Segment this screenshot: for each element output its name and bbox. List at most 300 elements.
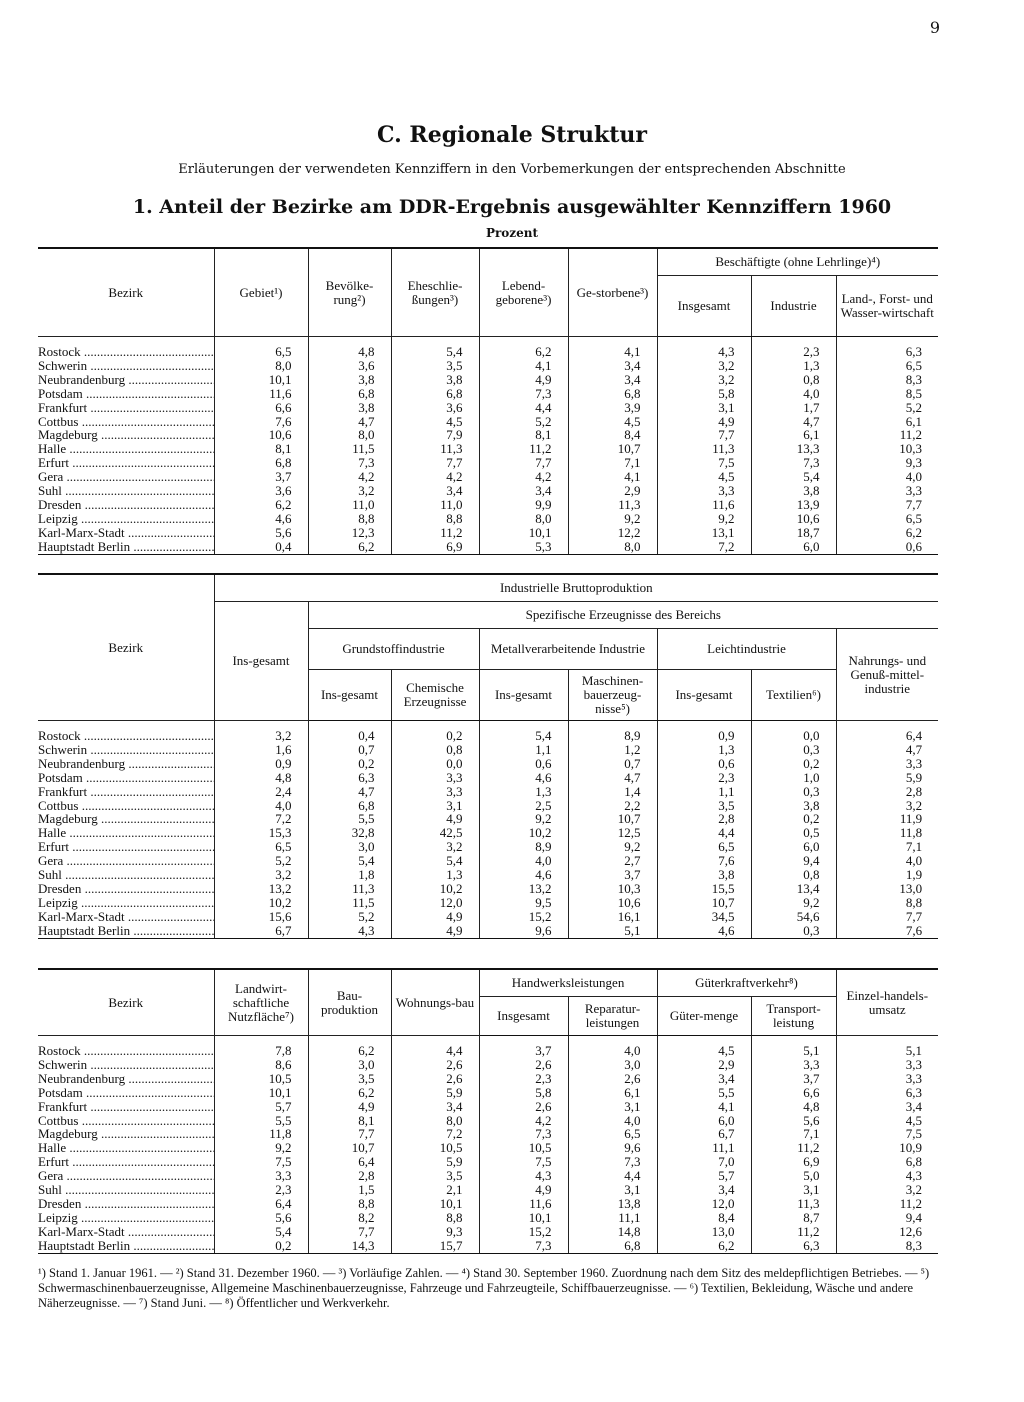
value-cell: 12,0	[657, 1197, 751, 1211]
value-cell: 3,1	[751, 1183, 836, 1197]
bezirk-name	[38, 401, 214, 415]
value-cell: 0,4	[214, 540, 308, 554]
value-cell: 11,2	[836, 428, 938, 442]
value-cell: 2,4	[214, 785, 308, 799]
value-cell: 4,4	[479, 401, 568, 415]
value-cell: 4,9	[391, 910, 479, 924]
bezirk-name	[38, 1100, 214, 1114]
value-cell: 3,2	[836, 799, 938, 813]
value-cell: 5,2	[214, 854, 308, 868]
value-cell: 5,8	[479, 1086, 568, 1100]
header-eheschliessungen: Eheschlie-ßungen³)	[391, 248, 479, 337]
bezirk-name	[38, 1086, 214, 1100]
table-row	[38, 882, 938, 896]
value-cell: 6,8	[308, 799, 391, 813]
value-cell: 1,5	[308, 1183, 391, 1197]
table-row	[38, 359, 938, 373]
bezirk-label: Suhl .....	[38, 1183, 214, 1197]
value-cell: 11,3	[657, 442, 751, 456]
value-cell: 10,5	[391, 1141, 479, 1155]
bezirk-label: Erfurt .....	[38, 840, 214, 854]
value-cell: 5,1	[751, 1036, 836, 1058]
value-cell: 2,9	[568, 484, 657, 498]
value-cell: 10,5	[214, 1072, 308, 1086]
table2-body	[38, 721, 938, 939]
header-landwirtschaftliche-nutzflaeche: Landwirt-schaftliche Nutzfläche⁷)	[214, 969, 308, 1036]
value-cell: 8,0	[308, 428, 391, 442]
value-cell: 8,5	[836, 387, 938, 401]
value-cell: 6,1	[568, 1086, 657, 1100]
value-cell: 8,8	[391, 1211, 479, 1225]
value-cell: 9,3	[391, 1225, 479, 1239]
value-cell: 3,8	[751, 799, 836, 813]
value-cell: 0,2	[751, 812, 836, 826]
value-cell: 9,3	[836, 456, 938, 470]
bezirk-label: Schwerin .....	[38, 743, 214, 757]
table-row	[38, 1183, 938, 1197]
table-row	[38, 484, 938, 498]
value-cell: 11,0	[391, 498, 479, 512]
value-cell: 3,1	[568, 1183, 657, 1197]
bezirk-name	[38, 1197, 214, 1211]
bezirk-name	[38, 337, 214, 359]
value-cell: 3,4	[657, 1072, 751, 1086]
bezirk-label: Gera .....	[38, 470, 214, 484]
header-chemische-erzeugnisse: Chemische Erzeugnisse	[391, 670, 479, 721]
table-row	[38, 799, 938, 813]
value-cell: 5,7	[214, 1100, 308, 1114]
value-cell: 3,2	[391, 840, 479, 854]
value-cell: 3,2	[214, 721, 308, 743]
table-row	[38, 771, 938, 785]
value-cell: 8,0	[479, 512, 568, 526]
value-cell: 5,2	[836, 401, 938, 415]
header-leicht-insgesamt: Ins-gesamt	[657, 670, 751, 721]
table-row	[38, 840, 938, 854]
value-cell: 4,9	[479, 373, 568, 387]
value-cell: 9,2	[479, 812, 568, 826]
value-cell: 3,4	[391, 484, 479, 498]
table-row	[38, 1127, 938, 1141]
value-cell: 1,3	[657, 743, 751, 757]
bezirk-label: Cottbus .....	[38, 799, 214, 813]
value-cell: 3,1	[391, 799, 479, 813]
header-metallverarbeitende-industrie: Metallverarbeitende Industrie	[479, 629, 657, 670]
table-row	[38, 1072, 938, 1086]
header-beschaeftigte: Beschäftigte (ohne Lehrlinge)⁴)	[657, 248, 938, 276]
value-cell: 6,4	[308, 1155, 391, 1169]
value-cell: 6,2	[657, 1239, 751, 1253]
bezirk-label: Neubrandenburg .....	[38, 757, 214, 771]
bezirk-label: Potsdam .....	[38, 771, 214, 785]
value-cell: 4,2	[391, 470, 479, 484]
value-cell: 0,8	[391, 743, 479, 757]
table-row	[38, 1036, 938, 1058]
value-cell: 5,6	[214, 1211, 308, 1225]
value-cell: 1,9	[836, 868, 938, 882]
header-beschaeftigte-insgesamt: Insgesamt	[657, 276, 751, 337]
bezirk-label: Dresden .....	[38, 882, 214, 896]
header-maschinenbauerzeugnisse: Maschinen-bauerzeug-nisse⁵)	[568, 670, 657, 721]
header-grundstoff-insgesamt: Ins-gesamt	[308, 670, 391, 721]
value-cell: 13,3	[751, 442, 836, 456]
value-cell: 2,9	[657, 1058, 751, 1072]
value-cell: 6,0	[657, 1114, 751, 1128]
value-cell: 8,1	[214, 442, 308, 456]
value-cell: 9,6	[479, 924, 568, 938]
value-cell: 10,1	[214, 373, 308, 387]
value-cell: 10,5	[479, 1141, 568, 1155]
bezirk-label: Rostock .....	[38, 728, 214, 743]
bezirk-name	[38, 1239, 214, 1253]
bezirk-label: Dresden .....	[38, 498, 214, 512]
value-cell: 10,3	[836, 442, 938, 456]
table-row	[38, 428, 938, 442]
table-row	[38, 387, 938, 401]
value-cell: 6,9	[751, 1155, 836, 1169]
value-cell: 0,6	[657, 757, 751, 771]
bezirk-label: Frankfurt .....	[38, 1100, 214, 1114]
value-cell: 4,9	[308, 1100, 391, 1114]
bezirk-label: Karl-Marx-Stadt .....	[38, 910, 214, 924]
bezirk-label: Cottbus .....	[38, 1114, 214, 1128]
value-cell: 3,6	[308, 359, 391, 373]
value-cell: 7,7	[391, 456, 479, 470]
value-cell: 7,3	[479, 387, 568, 401]
value-cell: 10,7	[308, 1141, 391, 1155]
header-bauproduktion: Bau-produktion	[308, 969, 391, 1036]
value-cell: 5,5	[657, 1086, 751, 1100]
bezirk-name	[38, 826, 214, 840]
value-cell: 16,1	[568, 910, 657, 924]
bezirk-name	[38, 359, 214, 373]
value-cell: 13,8	[568, 1197, 657, 1211]
value-cell: 6,5	[214, 337, 308, 359]
bezirk-name	[38, 1225, 214, 1239]
value-cell: 2,3	[751, 337, 836, 359]
bezirk-label: Cottbus .....	[38, 415, 214, 429]
bezirk-name	[38, 896, 214, 910]
value-cell: 8,0	[391, 1114, 479, 1128]
value-cell: 3,4	[391, 1100, 479, 1114]
value-cell: 15,2	[479, 910, 568, 924]
value-cell: 3,5	[308, 1072, 391, 1086]
value-cell: 4,1	[657, 1100, 751, 1114]
table-row	[38, 924, 938, 938]
value-cell: 9,2	[568, 512, 657, 526]
value-cell: 11,1	[657, 1141, 751, 1155]
value-cell: 15,6	[214, 910, 308, 924]
value-cell: 3,4	[568, 373, 657, 387]
bezirk-name	[38, 415, 214, 429]
value-cell: 8,3	[836, 1239, 938, 1253]
value-cell: 1,0	[751, 771, 836, 785]
footnotes: ¹) Stand 1. Januar 1961. — ²) Stand 31. Dezember 1960. — ³) Vorläufige Zahlen. — ⁴) Stand 30. September 1960. Zuordnung nach dem Sitz des meldepflichtigen Betriebes. — ⁵) Schwermaschinenbauerzeugnisse, Allgemeine Maschinenbauerzeugnisse, Fahrzeuge und Fahrzeugteile, Schiffbauerzeugnisse. — ⁶) Textilien, Bekleidung, Wäsche und andere Näherzeugnisse. — ⁷) Stand Juni. — ⁸) Öffentlicher und Werkverkehr.	[38, 1266, 930, 1310]
value-cell: 6,2	[308, 540, 391, 554]
value-cell: 1,1	[657, 785, 751, 799]
bezirk-label: Gera .....	[38, 854, 214, 868]
value-cell: 3,8	[751, 484, 836, 498]
value-cell: 2,3	[214, 1183, 308, 1197]
value-cell: 10,7	[568, 812, 657, 826]
page-number: 9	[929, 18, 940, 37]
table-row	[38, 910, 938, 924]
value-cell: 2,2	[568, 799, 657, 813]
value-cell: 4,0	[836, 854, 938, 868]
value-cell: 5,1	[836, 1036, 938, 1058]
bezirk-label: Hauptstadt Berlin .....	[38, 924, 214, 938]
value-cell: 3,8	[391, 373, 479, 387]
bezirk-label: Karl-Marx-Stadt .....	[38, 526, 214, 540]
table-row	[38, 512, 938, 526]
value-cell: 0,2	[308, 757, 391, 771]
table-row	[38, 812, 938, 826]
value-cell: 5,9	[836, 771, 938, 785]
table-row	[38, 1058, 938, 1072]
value-cell: 5,4	[308, 854, 391, 868]
value-cell: 11,5	[308, 896, 391, 910]
value-cell: 6,3	[836, 1086, 938, 1100]
value-cell: 5,6	[751, 1114, 836, 1128]
bezirk-label: Halle .....	[38, 1141, 214, 1155]
value-cell: 4,7	[308, 415, 391, 429]
value-cell: 7,7	[308, 1127, 391, 1141]
value-cell: 3,6	[214, 484, 308, 498]
header-grundstoffindustrie: Grundstoffindustrie	[308, 629, 479, 670]
table-industrial-production	[38, 573, 938, 939]
value-cell: 13,4	[751, 882, 836, 896]
value-cell: 4,6	[657, 924, 751, 938]
value-cell: 7,1	[568, 456, 657, 470]
value-cell: 8,4	[568, 428, 657, 442]
value-cell: 1,3	[391, 868, 479, 882]
value-cell: 4,0	[568, 1036, 657, 1058]
table3-body	[38, 1036, 938, 1254]
header-metall-insgesamt: Ins-gesamt	[479, 670, 568, 721]
value-cell: 5,8	[657, 387, 751, 401]
bezirk-label: Schwerin .....	[38, 1058, 214, 1072]
value-cell: 4,5	[657, 470, 751, 484]
value-cell: 13,9	[751, 498, 836, 512]
table-row	[38, 526, 938, 540]
value-cell: 11,5	[308, 442, 391, 456]
value-cell: 5,4	[391, 337, 479, 359]
value-cell: 1,4	[568, 785, 657, 799]
value-cell: 6,5	[214, 840, 308, 854]
value-cell: 8,7	[751, 1211, 836, 1225]
value-cell: 3,2	[836, 1183, 938, 1197]
value-cell: 12,3	[308, 526, 391, 540]
value-cell: 10,9	[836, 1141, 938, 1155]
value-cell: 4,5	[657, 1036, 751, 1058]
bezirk-name	[38, 1114, 214, 1128]
value-cell: 8,4	[657, 1211, 751, 1225]
value-cell: 6,2	[308, 1086, 391, 1100]
value-cell: 9,5	[479, 896, 568, 910]
value-cell: 3,4	[568, 359, 657, 373]
table-heading: 1. Anteil der Bezirke am DDR-Ergebnis ausgewählter Kennziffern 1960	[132, 196, 892, 218]
value-cell: 6,0	[751, 540, 836, 554]
bezirk-name	[38, 470, 214, 484]
table-population-employment	[38, 247, 938, 555]
value-cell: 4,8	[751, 1100, 836, 1114]
value-cell: 7,5	[657, 456, 751, 470]
value-cell: 6,2	[836, 526, 938, 540]
value-cell: 2,3	[479, 1072, 568, 1086]
bezirk-name	[38, 456, 214, 470]
table-row	[38, 896, 938, 910]
bezirk-label: Neubrandenburg .....	[38, 373, 214, 387]
table-row	[38, 743, 938, 757]
value-cell: 6,8	[308, 387, 391, 401]
value-cell: 4,7	[751, 415, 836, 429]
bezirk-name	[38, 512, 214, 526]
header-einzelhandelsumsatz: Einzel-handels-umsatz	[836, 969, 938, 1036]
value-cell: 7,3	[479, 1239, 568, 1253]
value-cell: 1,7	[751, 401, 836, 415]
value-cell: 10,2	[214, 896, 308, 910]
value-cell: 6,5	[657, 840, 751, 854]
value-cell: 4,5	[836, 1114, 938, 1128]
bezirk-name	[38, 771, 214, 785]
value-cell: 2,6	[391, 1072, 479, 1086]
value-cell: 4,4	[568, 1169, 657, 1183]
value-cell: 6,3	[308, 771, 391, 785]
value-cell: 3,3	[836, 1072, 938, 1086]
bezirk-name	[38, 868, 214, 882]
value-cell: 4,9	[657, 415, 751, 429]
value-cell: 3,2	[657, 373, 751, 387]
value-cell: 7,7	[836, 910, 938, 924]
value-cell: 7,2	[214, 812, 308, 826]
value-cell: 8,3	[836, 373, 938, 387]
table-row	[38, 1114, 938, 1128]
value-cell: 3,8	[657, 868, 751, 882]
bezirk-name	[38, 1155, 214, 1169]
value-cell: 8,8	[308, 512, 391, 526]
value-cell: 11,0	[308, 498, 391, 512]
value-cell: 15,3	[214, 826, 308, 840]
value-cell: 6,1	[836, 415, 938, 429]
value-cell: 3,0	[308, 1058, 391, 1072]
value-cell: 4,8	[214, 771, 308, 785]
table-row	[38, 757, 938, 771]
value-cell: 5,3	[479, 540, 568, 554]
value-cell: 3,3	[391, 771, 479, 785]
table-agriculture-trade	[38, 968, 938, 1254]
value-cell: 3,9	[568, 401, 657, 415]
value-cell: 5,4	[391, 854, 479, 868]
value-cell: 10,1	[391, 1197, 479, 1211]
header-lebendgeborene: Lebend-geborene³)	[479, 248, 568, 337]
value-cell: 8,1	[308, 1114, 391, 1128]
value-cell: 4,2	[308, 470, 391, 484]
bezirk-name	[38, 484, 214, 498]
value-cell: 6,7	[214, 924, 308, 938]
value-cell: 6,8	[836, 1155, 938, 1169]
value-cell: 7,6	[657, 854, 751, 868]
table-row	[38, 1197, 938, 1211]
value-cell: 4,7	[836, 743, 938, 757]
bezirk-label: Magdeburg .....	[38, 812, 214, 826]
value-cell: 10,2	[479, 826, 568, 840]
value-cell: 9,2	[568, 840, 657, 854]
value-cell: 11,6	[479, 1197, 568, 1211]
value-cell: 7,3	[479, 1127, 568, 1141]
value-cell: 3,3	[214, 1169, 308, 1183]
bezirk-label: Leipzig .....	[38, 512, 214, 526]
value-cell: 54,6	[751, 910, 836, 924]
value-cell: 6,5	[836, 512, 938, 526]
value-cell: 18,7	[751, 526, 836, 540]
value-cell: 2,8	[836, 785, 938, 799]
bezirk-name	[38, 882, 214, 896]
bezirk-label: Karl-Marx-Stadt .....	[38, 1225, 214, 1239]
value-cell: 5,4	[751, 470, 836, 484]
header-handwerksleistungen: Handwerksleistungen	[479, 969, 657, 997]
value-cell: 3,1	[657, 401, 751, 415]
header-spezifische-erzeugnisse: Spezifische Erzeugnisse des Bereichs	[308, 602, 938, 629]
value-cell: 9,2	[214, 1141, 308, 1155]
bezirk-label: Leipzig .....	[38, 896, 214, 910]
value-cell: 11,2	[836, 1197, 938, 1211]
value-cell: 3,7	[214, 470, 308, 484]
bezirk-name	[38, 1058, 214, 1072]
value-cell: 14,8	[568, 1225, 657, 1239]
value-cell: 3,5	[657, 799, 751, 813]
value-cell: 7,2	[391, 1127, 479, 1141]
value-cell: 4,1	[568, 470, 657, 484]
value-cell: 9,4	[751, 854, 836, 868]
value-cell: 3,0	[568, 1058, 657, 1072]
value-cell: 0,9	[657, 721, 751, 743]
value-cell: 7,7	[836, 498, 938, 512]
header-beschaeftigte-industrie: Industrie	[751, 276, 836, 337]
value-cell: 11,8	[214, 1127, 308, 1141]
value-cell: 13,0	[836, 882, 938, 896]
value-cell: 7,7	[657, 428, 751, 442]
value-cell: 3,4	[836, 1100, 938, 1114]
bezirk-name	[38, 924, 214, 938]
value-cell: 11,2	[479, 442, 568, 456]
value-cell: 2,6	[479, 1058, 568, 1072]
bezirk-label: Erfurt .....	[38, 456, 214, 470]
value-cell: 10,1	[479, 1211, 568, 1225]
value-cell: 8,9	[568, 721, 657, 743]
value-cell: 5,7	[657, 1169, 751, 1183]
value-cell: 14,3	[308, 1239, 391, 1253]
value-cell: 0,8	[751, 868, 836, 882]
value-cell: 4,0	[836, 470, 938, 484]
value-cell: 6,4	[836, 721, 938, 743]
value-cell: 0,7	[568, 757, 657, 771]
value-cell: 7,1	[751, 1127, 836, 1141]
value-cell: 12,0	[391, 896, 479, 910]
bezirk-name	[38, 373, 214, 387]
value-cell: 6,5	[568, 1127, 657, 1141]
header-bezirk: Bezirk	[38, 248, 214, 337]
value-cell: 2,6	[479, 1100, 568, 1114]
value-cell: 9,9	[479, 498, 568, 512]
table-row	[38, 826, 938, 840]
value-cell: 2,5	[479, 799, 568, 813]
bezirk-name	[38, 1183, 214, 1197]
bezirk-name	[38, 526, 214, 540]
value-cell: 7,5	[479, 1155, 568, 1169]
table-row	[38, 401, 938, 415]
value-cell: 11,2	[751, 1141, 836, 1155]
value-cell: 3,7	[568, 868, 657, 882]
